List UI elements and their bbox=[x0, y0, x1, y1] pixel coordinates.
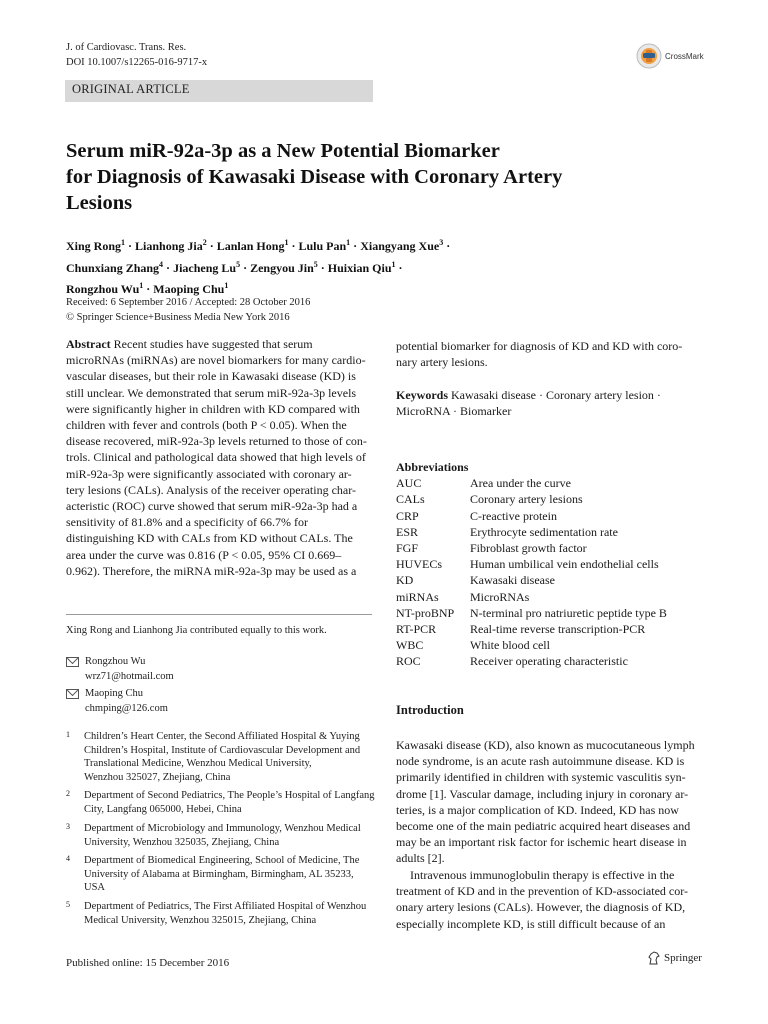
abstract-label: Abstract bbox=[66, 337, 111, 351]
abbreviation-row bbox=[396, 508, 667, 524]
affiliation-line: Department of Microbiology and Immunology, Wenzhou Medical bbox=[84, 823, 361, 834]
title-line: Serum miR-92a-3p as a New Potential Biomarker bbox=[66, 140, 500, 162]
crossmark-icon bbox=[636, 43, 662, 69]
crossmark-badge[interactable] bbox=[636, 42, 708, 70]
introduction-heading: Introduction bbox=[396, 703, 464, 717]
author-name[interactable]: Chunxiang Zhang bbox=[66, 260, 160, 275]
affiliation-line: University, Wenzhou 325035, Zhejiang, China bbox=[84, 836, 280, 848]
abbreviation-row bbox=[396, 524, 667, 540]
author-affiliation: 1 bbox=[391, 259, 396, 269]
abbreviation-definition: Area under the curve bbox=[470, 476, 571, 491]
author-name[interactable]: Jiacheng Lu bbox=[173, 260, 237, 275]
author-affiliation: 1 bbox=[284, 238, 289, 247]
intro-line: node syndrome, is an acute rash autoimmune disease. KD is bbox=[396, 754, 685, 769]
author-affiliation: 4 bbox=[159, 259, 164, 269]
crossmark-label: CrossMark bbox=[665, 51, 704, 61]
abbreviation-definition: White blood cell bbox=[470, 638, 550, 653]
keywords-line: Kawasaki disease · Coronary artery lesion · bbox=[451, 388, 661, 402]
intro-line: primarily identified in children with systemic vasculitis syn- bbox=[396, 770, 686, 785]
affiliation-line: Department of Biomedical Engineering, School of Medicine, The bbox=[84, 855, 360, 866]
abbreviation-row bbox=[396, 475, 667, 491]
affiliation-line: Department of Pediatrics, The First Affiliated Hospital of Wenzhou bbox=[84, 901, 367, 912]
intro-line: onary artery lesions (CALs). However, the diagnosis of KD, bbox=[396, 900, 686, 915]
abbreviation-definition: C-reactive protein bbox=[470, 508, 557, 523]
abbreviation-definition: Fibroblast growth factor bbox=[470, 541, 587, 556]
received-accepted: Received: 6 September 2016 / Accepted: 28 October 2016 bbox=[66, 297, 311, 308]
envelope-icon bbox=[66, 689, 79, 699]
abbreviation-term: RT-PCR bbox=[396, 622, 437, 637]
published-online: Published online: 15 December 2016 bbox=[66, 957, 230, 969]
affiliation-line: University of Alabama at Birmingham, Birmingham, AL 35233, bbox=[84, 868, 354, 880]
article-type: ORIGINAL ARTICLE bbox=[72, 82, 190, 96]
abbreviations bbox=[396, 459, 704, 670]
abstract-continuation bbox=[396, 338, 704, 370]
intro-line: especially incomplete KD, is still difficult because of an bbox=[396, 916, 666, 931]
affiliations bbox=[66, 730, 375, 930]
intro-line: may be an important risk factor for ischemic heart disease in bbox=[396, 835, 687, 850]
affiliation-number: 1 bbox=[66, 730, 70, 739]
author-name[interactable]: Rongzhou Wu bbox=[66, 282, 140, 296]
abbreviation-term: CALs bbox=[396, 492, 425, 507]
abbreviation-term: NT-proBNP bbox=[396, 605, 455, 620]
abbreviation-term: CRP bbox=[396, 508, 419, 523]
abstract-line: microRNAs (miRNAs) are novel biomarkers for many cardio- bbox=[66, 353, 366, 368]
envelope-icon bbox=[66, 657, 79, 667]
correspondence-1 bbox=[66, 655, 372, 684]
abbreviation-row bbox=[396, 653, 667, 669]
author-name[interactable]: Maoping Chu bbox=[153, 282, 225, 296]
abbreviation-definition: Kawasaki disease bbox=[470, 573, 555, 588]
abstract-line: still unclear. We demonstrated that serum miR-92a-3p levels bbox=[66, 385, 357, 400]
abstract-line: nary artery lesions. bbox=[396, 355, 488, 370]
abbreviation-term: miRNAs bbox=[396, 589, 439, 604]
abbreviation-term: ROC bbox=[396, 654, 421, 669]
author-affiliation: 1 bbox=[224, 281, 229, 290]
abbreviation-term: KD bbox=[396, 573, 414, 588]
equal-contribution-note: Xing Rong and Lianhong Jia contributed equally to this work. bbox=[66, 625, 327, 636]
abbreviation-definition: Real-time reverse transcription-PCR bbox=[470, 622, 646, 637]
abbreviation-row bbox=[396, 556, 667, 572]
abbreviation-row bbox=[396, 621, 667, 637]
author-name[interactable]: Lanlan Hong bbox=[216, 239, 285, 253]
author-name[interactable]: Lianhong Jia bbox=[135, 239, 203, 253]
abbreviation-term: ESR bbox=[396, 524, 419, 539]
abstract-line: disease recovered, miR-92a-3p levels returned to those of con- bbox=[66, 434, 367, 449]
affiliation-line: Children’s Heart Center, the Second Affiliated Hospital & Yuying bbox=[84, 731, 360, 742]
abbreviation-definition: N-terminal pro natriuretic peptide type B bbox=[470, 605, 667, 620]
title-line: for Diagnosis of Kawasaki Disease with Coronary Artery bbox=[66, 166, 563, 188]
abbreviation-row bbox=[396, 637, 667, 653]
abbreviation-term: AUC bbox=[396, 476, 422, 491]
abstract-line: potential biomarker for diagnosis of KD and KD with coro- bbox=[396, 339, 683, 353]
author-name[interactable]: Zengyou Jin bbox=[250, 260, 314, 275]
abstract-line: acteristic (ROC) curve showed that serum miR-92a-3p had a bbox=[66, 499, 358, 514]
springer-horse-icon bbox=[648, 951, 660, 965]
correspondent-name: Maoping Chu bbox=[85, 688, 144, 699]
intro-line: Kawasaki disease (KD), also known as mucocutaneous lymph bbox=[396, 738, 695, 752]
intro-line: adults [2]. bbox=[396, 851, 445, 866]
correspondent-name: Rongzhou Wu bbox=[85, 656, 146, 667]
introduction-paragraph-1 bbox=[396, 737, 704, 867]
author-affiliation: 2 bbox=[202, 238, 207, 247]
abbreviation-row bbox=[396, 540, 667, 556]
keywords bbox=[396, 387, 704, 419]
affiliation-number: 5 bbox=[66, 900, 70, 909]
publisher-name: Springer bbox=[664, 952, 702, 964]
author-affiliation: 1 bbox=[346, 238, 351, 247]
author-affiliation: 5 bbox=[236, 259, 241, 269]
abbreviation-row bbox=[396, 491, 667, 507]
intro-line: become one of the main pediatric acquired heart diseases and bbox=[396, 819, 691, 834]
abstract-line: vascular diseases, but their role in Kawasaki disease (KD) is bbox=[66, 369, 356, 384]
title-line: Lesions bbox=[66, 192, 133, 214]
abbreviations-table bbox=[396, 475, 667, 669]
journal-name: J. of Cardiovasc. Trans. Res. bbox=[66, 42, 187, 53]
abstract-line: sensitivity of 81.8% and a specificity of 66.7% for bbox=[66, 515, 308, 530]
abstract-line: tery lesions (CALs). Analysis of the receiver operating char- bbox=[66, 482, 356, 497]
affiliation-line: Department of Second Pediatrics, The People’s Hospital of Langfang bbox=[84, 790, 375, 801]
affiliation-line: Children’s Hospital, Institute of Cardiovascular Development and bbox=[84, 744, 361, 756]
keywords-label: Keywords bbox=[396, 388, 448, 402]
introduction-paragraph-2 bbox=[396, 867, 704, 932]
doi[interactable]: DOI 10.1007/s12265-016-9717-x bbox=[66, 57, 208, 68]
abstract-line: children with fever and controls (both P < 0.05). When the bbox=[66, 418, 347, 433]
author-name[interactable]: Xing Rong bbox=[66, 239, 122, 253]
affiliation-line: Medical University, Wenzhou 325015, Zhejiang, China bbox=[84, 914, 317, 926]
article-title bbox=[66, 138, 626, 216]
abstract-line: 0.962). Therefore, the miRNA miR-92a-3p may be used as a bbox=[66, 563, 357, 578]
intro-line: Intravenous immunoglobulin therapy is effective in the bbox=[410, 868, 675, 882]
abbreviations-heading: Abbreviations bbox=[396, 460, 469, 474]
footnote-divider bbox=[66, 614, 372, 615]
abbreviation-definition: Human umbilical vein endothelial cells bbox=[470, 557, 659, 572]
keywords-line: MicroRNA · Biomarker bbox=[396, 404, 512, 419]
abbreviation-row bbox=[396, 589, 667, 605]
author-affiliation: 3 bbox=[439, 238, 444, 247]
affiliation-line: City, Langfang 065000, Hebei, China bbox=[84, 803, 242, 815]
correspondent-email[interactable]: chmping@126.com bbox=[85, 702, 168, 714]
abstract-line: distinguishing KD with CALs from KD without CALs. The bbox=[66, 531, 353, 546]
article-dates bbox=[66, 296, 310, 325]
author-list: Xing Rong$^1$ · Lianhong Jia$^2$ · Lanlan Hong$^1$ · Lulu Pan$^1$ · Xiangyang Xue$^3$ · Chunxiang Zhang$^4$ · Jiacheng $Lu^5$ · Zengyou Jin$^5$ · Huixian Qiu$^1$ · Rongzhou $Wu^1$ · Maoping Chu$^1$ bbox=[66, 238, 451, 296]
intro-line: teries, is a major complication of KD. Indeed, KD has now bbox=[396, 802, 679, 817]
abstract bbox=[66, 336, 372, 579]
intro-line: treatment of KD and in the prevention of KD-associated cor- bbox=[396, 884, 688, 899]
author-affiliation: 1 bbox=[121, 238, 126, 247]
author-name[interactable]: Xiangyang Xue bbox=[360, 239, 440, 253]
affiliation-number: 3 bbox=[66, 822, 70, 831]
author-name[interactable]: Lulu Pan bbox=[298, 239, 347, 253]
abbreviation-row bbox=[396, 572, 667, 588]
abstract-line: Recent studies have suggested that serum bbox=[113, 337, 313, 351]
abbreviation-definition: MicroRNAs bbox=[470, 589, 530, 604]
abstract-line: trols. Clinical and pathological data showed that high levels of bbox=[66, 450, 366, 465]
affiliation-line: Translational Medicine, Wenzhou Medical University, bbox=[84, 758, 312, 769]
springer-logo bbox=[648, 951, 702, 965]
abbreviation-term: FGF bbox=[396, 541, 419, 556]
abstract-line: were significantly higher in children with KD compared with bbox=[66, 401, 360, 416]
correspondent-email[interactable]: wrz71@hotmail.com bbox=[85, 670, 174, 682]
affiliation-line: Wenzhou 325027, Zhejiang, China bbox=[84, 771, 231, 783]
affiliation-number: 4 bbox=[66, 854, 70, 863]
abbreviation-row bbox=[396, 605, 667, 621]
correspondence-2 bbox=[66, 687, 372, 716]
abbreviation-definition: Erythrocyte sedimentation rate bbox=[470, 524, 618, 539]
affiliation-number: 2 bbox=[66, 789, 70, 798]
intro-line: drome [1]. Vascular damage, including injury in coronary ar- bbox=[396, 786, 689, 801]
abstract-line: area under the curve was 0.816 (P < 0.05, 95% CI 0.669– bbox=[66, 547, 342, 562]
affiliation-line: USA bbox=[84, 882, 106, 893]
abbreviation-definition: Coronary artery lesions bbox=[470, 492, 583, 507]
abbreviation-term: WBC bbox=[396, 638, 424, 653]
abbreviation-definition: Receiver operating characteristic bbox=[470, 654, 628, 669]
abstract-line: miR-92a-3p were significantly associated with coronary ar- bbox=[66, 466, 352, 481]
author-name[interactable]: Huixian Qiu bbox=[327, 260, 392, 275]
abbreviation-term: HUVECs bbox=[396, 557, 443, 572]
copyright: © Springer Science+Business Media New York 2016 bbox=[66, 311, 290, 323]
author-affiliation: 5 bbox=[313, 259, 318, 269]
author-affiliation: 1 bbox=[139, 281, 144, 290]
